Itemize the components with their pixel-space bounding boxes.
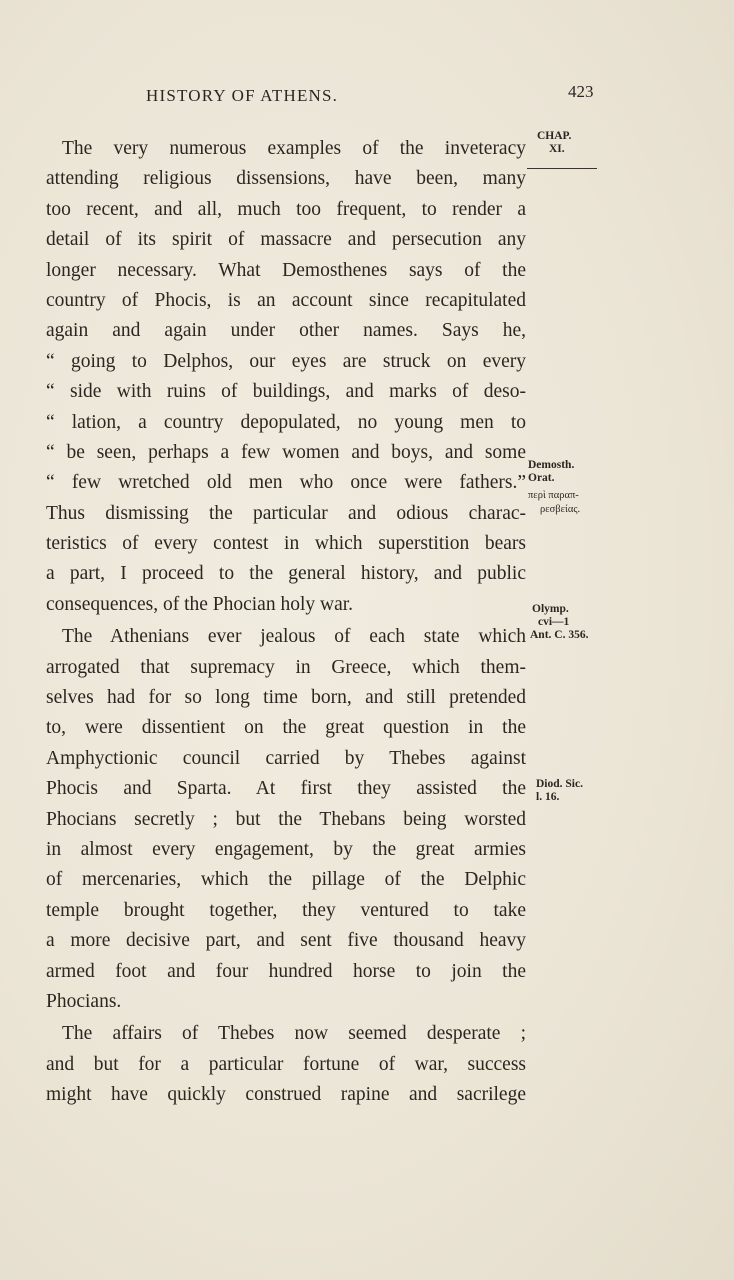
text-line: “ few wretched old men who once were fathers.” (46, 472, 526, 494)
text-line: temple brought together, they ventured to take (46, 899, 526, 921)
text-line: consequences, of the Phocian holy war. (46, 593, 354, 615)
text-line: of mercenaries, which the pillage of the Delphic (46, 869, 526, 891)
margin-note-ant-c: Ant. C. 356. (530, 629, 589, 641)
text-line: in almost every engagement, by the great armies (46, 838, 526, 860)
text-line: “ be seen, perhaps a few women and boys, and some (46, 441, 526, 463)
text-line: The affairs of Thebes now seemed desperate ; (62, 1023, 526, 1045)
margin-note-book: l. 16. (536, 791, 560, 803)
margin-note-orat: Orat. (528, 472, 555, 484)
text-line: a part, I proceed to the general history, and public (46, 563, 526, 585)
margin-note-olymp: Olymp. (532, 603, 569, 615)
text-line: longer necessary. What Demosthenes says of the (46, 259, 526, 281)
text-line: teristics of every contest in which superstition bears (46, 533, 526, 555)
text-line: too recent, and all, much too frequent, to render a (46, 198, 526, 220)
margin-chap-number: XI. (549, 143, 565, 155)
margin-note-greek-1: περὶ παραπ- (528, 490, 579, 501)
chap-rule-divider (527, 168, 597, 169)
text-line: Phocians. (46, 990, 122, 1012)
margin-chap-label: CHAP. (537, 130, 572, 142)
text-line: “ lation, a country depopulated, no young men to (46, 411, 526, 433)
text-line: and but for a particular fortune of war, success (46, 1053, 526, 1075)
text-line: again and again under other names. Says he, (46, 320, 526, 342)
margin-note-demosth: Demosth. (528, 459, 575, 471)
text-line: Thus dismissing the particular and odious charac- (46, 502, 526, 524)
page-number: 423 (568, 82, 594, 101)
text-line: to, were dissentient on the great question in the (46, 717, 526, 739)
margin-note-olymp-number: cvi—1 (538, 616, 570, 628)
text-line: Amphyctionic council carried by Thebes against (46, 747, 526, 769)
text-line: a more decisive part, and sent five thousand heavy (46, 930, 526, 952)
running-head: HISTORY OF ATHENS. (146, 86, 339, 105)
text-line: detail of its spirit of massacre and persecution any (46, 229, 526, 251)
text-line: might have quickly construed rapine and sacrilege (46, 1084, 526, 1106)
text-line: “ going to Delphos, our eyes are struck on every (46, 350, 526, 372)
text-line: country of Phocis, is an account since recapitulated (46, 289, 526, 311)
text-line: “ side with ruins of buildings, and marks of deso- (46, 381, 526, 403)
text-line: The very numerous examples of the inveteracy (62, 138, 526, 159)
text-line: selves had for so long time born, and still pretended (46, 687, 526, 709)
text-line: attending religious dissensions, have been, many (46, 168, 526, 190)
margin-note-greek-2: ρεσβείας. (540, 504, 581, 515)
text-line: Phocians secretly ; but the Thebans being worsted (46, 808, 526, 830)
text-line: Phocis and Sparta. At first they assisted the (46, 778, 526, 800)
text-line: The Athenians ever jealous of each state which (62, 626, 526, 648)
body-text (46, 134, 526, 1111)
margin-note-diod-sic: Diod. Sic. (536, 778, 583, 790)
text-line: arrogated that supremacy in Greece, which them- (46, 656, 526, 678)
text-line: armed foot and four hundred horse to join the (46, 960, 526, 982)
